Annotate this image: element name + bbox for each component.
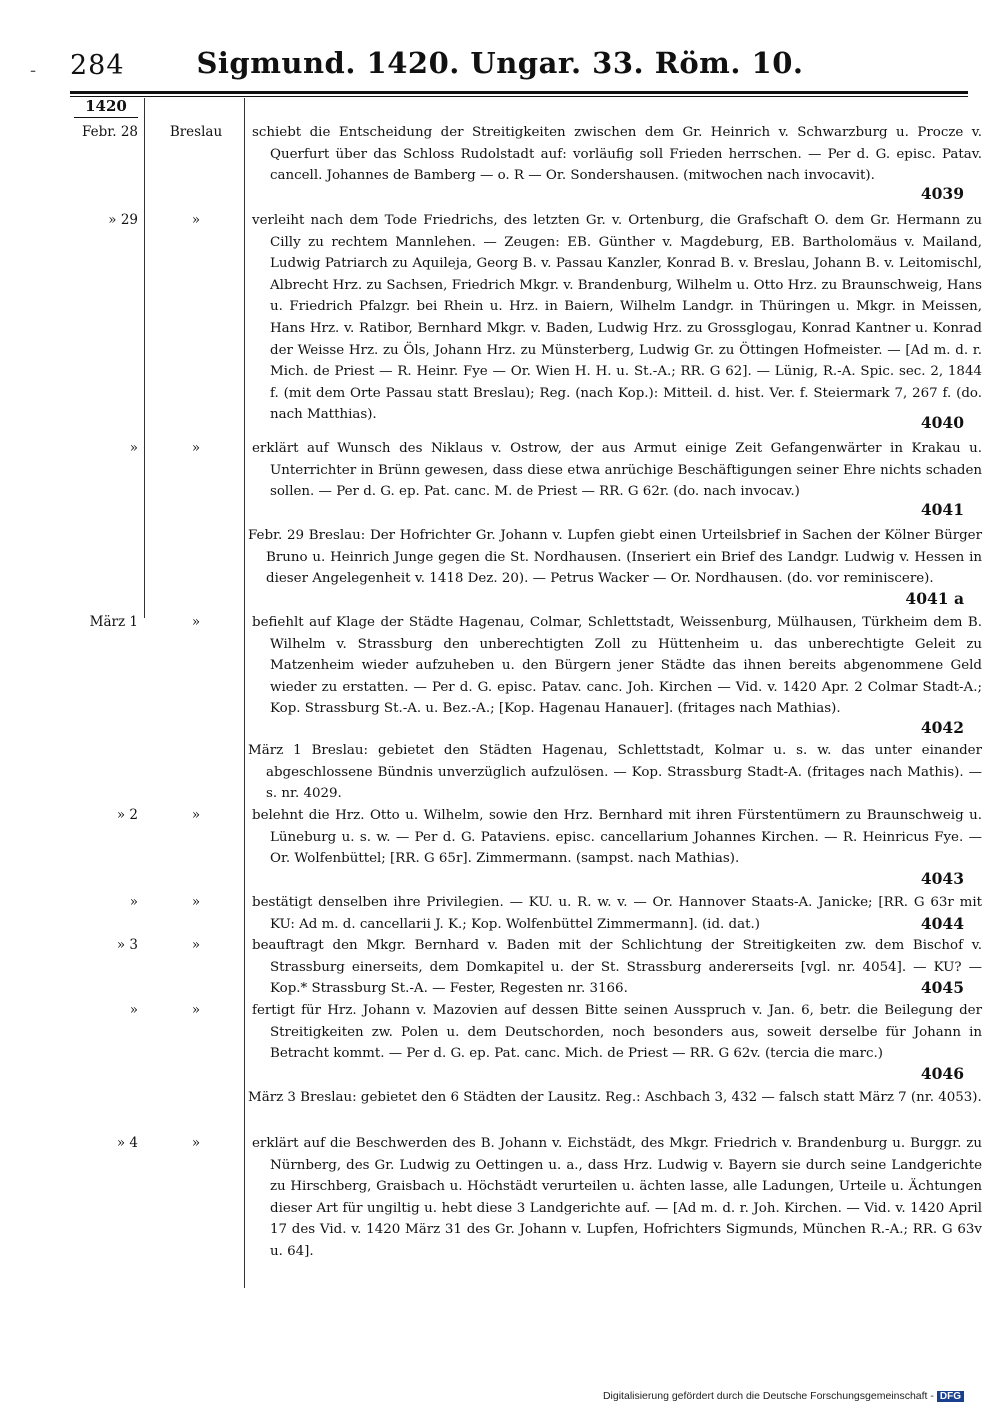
- entry-text: beauftragt den Mkgr. Bernhard v. Baden mit der Schlichtung der Streitigkeiten zw. dem Bischof v. Strassburg einerseits, dem Domkapitel u. der St. Strassburg andererseits [vgl. nr. 4054]. — KU? — Kop.* Strassburg St.-A. — Fester, Regesten nr. 3166.: [252, 938, 982, 997]
- regest-entry: [0, 935, 1000, 999]
- entry-text: belehnt die Hrz. Otto u. Wilhelm, sowie den Hrz. Bernhard mit ihren Fürstentümern zu Braunschweig u. Lüneburg u. s. w. — Per d. G. Pataviens. episc. cancellarium Johannes Kirchen. — R. Heinricus Fye. — Or. Wolfenbüttel; [RR. G 65r]. Zimmermann. (sampst. nach Mathias).: [252, 808, 982, 867]
- entry-date: März 1: [89, 614, 138, 630]
- entry-date: »: [129, 894, 138, 910]
- entry-date: Febr. 28: [82, 124, 138, 140]
- entry-text: fertigt für Hrz. Johann v. Mazovien auf dessen Bitte seinen Ausspruch v. Jan. 6, betr. die Beilegung der Streitigkeiten zw. Polen u. dem Deutschorden, noch besonders aus, soweit derselbe für Johann in Betracht kommt. — Per d. G. ep. Pat. canc. Mich. de Priest — RR. G 62v. (tercia die marc.): [252, 1003, 982, 1062]
- entry-place: »: [191, 937, 201, 953]
- entry-number: 4043: [920, 869, 964, 888]
- regest-subnote: [0, 1087, 1000, 1131]
- entry-number: 4044: [920, 914, 964, 933]
- running-title: Sigmund. 1420. Ungar. 33. Röm. 10.: [196, 46, 804, 80]
- regest-entry: [0, 122, 1000, 208]
- entry-number: 4039: [920, 184, 964, 203]
- entry-place: »: [191, 1135, 201, 1151]
- regest-entry: [0, 1000, 1000, 1086]
- year-underline: [74, 117, 138, 118]
- regest-subnote: [0, 740, 1000, 804]
- entry-place: »: [191, 212, 201, 228]
- regest-entry: [0, 1133, 1000, 1263]
- entry-date: »: [129, 440, 138, 456]
- entry-place: Breslau: [169, 124, 223, 140]
- entry-text: bestätigt denselben ihre Privilegien. — KU. u. R. w. v. — Or. Hannover Staats-A. Janicke; [RR. G 63r mit KU: Ad m. d. cancellarii J. K.; Kop. Wolfenbüttel Zimmermann]. (id. dat.): [252, 895, 982, 932]
- regest-entry: [0, 892, 1000, 936]
- credit-text: Digitalisierung gefördert durch die Deutsche Forschungsgemeinschaft -: [602, 1390, 934, 1402]
- year-heading: 1420: [85, 97, 127, 115]
- entry-number: 4045: [920, 978, 964, 997]
- entry-place: »: [191, 614, 201, 630]
- entry-place: »: [191, 440, 201, 456]
- entry-number: 4046: [920, 1064, 964, 1083]
- entry-date: » 2: [116, 807, 138, 823]
- entry-place: »: [191, 1002, 201, 1018]
- entry-text: verleiht nach dem Tode Friedrichs, des letzten Gr. v. Ortenburg, die Grafschaft O. dem Gr. Hermann zu Cilly zu rechtem Mannlehen. — Zeugen: EB. Günther v. Magdeburg, EB. Bartholomäus v. Mailand, Ludwig Patriarch zu Aquileja, Georg B. v. Passau Kanzler, Konrad B. v. Breslau, Johann B. v. Leitomischl, Albrecht Hrz. zu Sachsen, Friedrich Mkgr. v. Brandenburg, Wilhelm u. Otto Hrz. zu Braunschweig, Hans u. Friedrich Pfalzgr. bei Rhein u. Hrz. in Baiern, Wilhelm Landgr. in Thüringen u. Mkgr. in Meissen, Hans Hrz. v. Ratibor, Bernhard Mkgr. v. Baden, Ludwig Hrz. zu Grossglogau, Konrad Kantner u. Konrad der Weisse Hrz. zu Öls, Johann Hrz. zu Münsterberg, Ludwig Gr. zu Öttingen Hofmeister. — [Ad m. d. r. Mich. de Priest — R. Heinr. Fye — Or. Wien H. H. u. St.-A.; RR. G 62]. — Lünig, R.-A. Spic. sec. 2, 1844 f. (mit dem Orte Passau statt Breslau); Reg. (nach Kop.): Mitteil. d. hist. Ver. f. Steiermark 7, 267 f. (do. nach Matthias).: [252, 213, 982, 423]
- entry-text: Febr. 29 Breslau: Der Hofrichter Gr. Johann v. Lupfen giebt einen Urteilsbrief in Sachen der Kölner Bürger Bruno u. Heinrich Junge gegen die St. Nordhausen. (Inseriert ein Brief des Landgr. Ludwig v. Hessen in dieser Angelegenheit v. 1418 Dez. 20). — Petrus Wacker — Or. Nordhausen. (do. vor reminiscere).: [248, 528, 982, 587]
- entry-text: März 3 Breslau: gebietet den 6 Städten der Lausitz. Reg.: Aschbach 3, 432 — falsch statt März 7 (nr. 4053).: [248, 1090, 982, 1105]
- regest-entry: [0, 612, 1000, 738]
- entry-date: » 4: [116, 1135, 138, 1151]
- entry-date: » 29: [108, 212, 138, 228]
- entry-number: 4042: [920, 718, 964, 737]
- entry-place: »: [191, 894, 201, 910]
- digitization-credit: [603, 1390, 964, 1402]
- header-rule-thin: [70, 96, 968, 97]
- regest-entry: [0, 438, 1000, 524]
- entry-number: 4041: [920, 500, 964, 519]
- entry-number: 4040: [920, 413, 964, 432]
- regest-entry: [0, 805, 1000, 891]
- regest-entry: [0, 210, 1000, 436]
- entry-text: März 1 Breslau: gebietet den Städten Hagenau, Schlettstadt, Kolmar u. s. w. das unter einander abgeschlossene Bündnis unverzüglich aufzulösen. — Kop. Strassburg Stadt-A. (fritages nach Mathis). — s. nr. 4029.: [248, 743, 982, 802]
- entry-text: befiehlt auf Klage der Städte Hagenau, Colmar, Schlettstadt, Weissenburg, Mülhausen, Türkheim dem B. Wilhelm v. Strassburg den unberechtigten Zoll zu Hüttenheim u. das unberechtigte Geleit zu Matzenheim wieder aufzuheben u. den Bürgern jener Städte das ihnen bereits abgenommene Geld wieder zu erstatten. — Per d. G. episc. Patav. canc. Joh. Kirchen — Vid. v. 1420 Apr. 2 Colmar Stadt-A.; Kop. Strassburg St.-A. u. Bez.-A.; [Kop. Hagenau Hanauer]. (fritages nach Mathias).: [252, 615, 982, 717]
- regest-subnote: [0, 525, 1000, 611]
- dfg-logo: DFG: [937, 1391, 964, 1402]
- entry-text: erklärt auf Wunsch des Niklaus v. Ostrow, der aus Armut einige Zeit Gefangenwärter in Krakau u. Unterrichter in Brünn gewesen, dass diese etwa anrüchige Beschäftigungen seiner Ehre nichts schaden sollen. — Per d. G. ep. Pat. canc. M. de Priest — RR. G 62r. (do. nach invocav.): [252, 441, 982, 500]
- entry-text: schiebt die Entscheidung der Streitigkeiten zwischen dem Gr. Heinrich v. Schwarzburg u. Procze v. Querfurt über das Schloss Rudolstadt auf: vorläufig soll Frieden herrschen. — Per d. G. episc. Patav. cancell. Johannes de Bamberg — o. R — Or. Sondershausen. (mitwochen nach invocavit).: [252, 125, 982, 184]
- entry-date: »: [129, 1002, 138, 1018]
- entry-place: »: [191, 807, 201, 823]
- entry-number: 4041 a: [905, 589, 964, 608]
- margin-mark: -: [30, 60, 37, 81]
- page-number: 284: [70, 50, 125, 81]
- entry-date: » 3: [116, 937, 138, 953]
- header-rule-thick: [70, 91, 968, 94]
- entry-text: erklärt auf die Beschwerden des B. Johann v. Eichstädt, des Mkgr. Friedrich v. Brandenburg u. Burggr. zu Nürnberg, des Gr. Ludwig zu Oettingen u. a., dass Hrz. Ludwig v. Bayern sie durch seine Landgerichte zu Hirschberg, Graisbach u. Höchstädt verurteilen u. ächten lasse, alle Ladungen, Urteile u. Ächtungen dieser Art für ungiltig u. hebt diese 3 Landgerichte auf. — [Ad m. d. r. Joh. Kirchen. — Vid. v. 1420 April 17 des Vid. v. 1420 März 31 des Gr. Johann v. Lupfen, Hofrichters Sigmunds, München R.-A.; RR. G 63v u. 64].: [252, 1136, 982, 1259]
